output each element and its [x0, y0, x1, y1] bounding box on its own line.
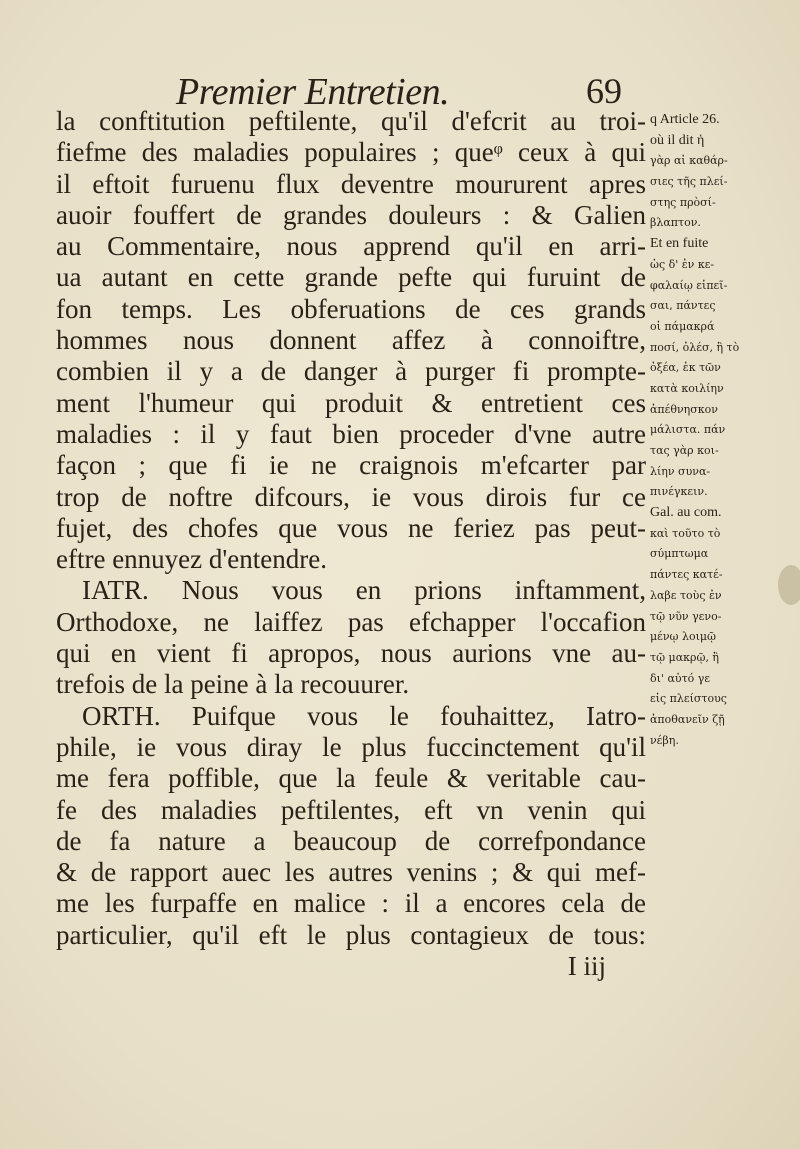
margin-note-line: τῷ μακρῷ, ἢ [650, 650, 720, 664]
text-line: fe des maladies peftilentes, eft vn venin qui [56, 794, 646, 825]
margin-note-line: στης πρὸσί- [650, 195, 716, 209]
margin-note-line: οἱ πάμακρά [650, 319, 715, 333]
margin-note-line: σιες τῆς πλεί- [650, 175, 728, 189]
margin-note-line: δι' αὐτό γε [650, 671, 711, 685]
ink-stain [778, 565, 800, 605]
margin-note-line: καὶ τοῦτο τὸ [650, 526, 721, 540]
text-line: auoir fouffert de grandes douleurs : & Galien [56, 199, 646, 230]
text-line: Orthodoxe, ne laiffez pas efchapper l'occafion [56, 606, 646, 637]
margin-note-line: νέβη. [650, 733, 679, 747]
margin-note-line: λίην συνα- [650, 464, 711, 478]
text-line: de fa nature a beaucoup de correfpondance [56, 825, 646, 856]
margin-note-line: μένῳ λοιμῷ [650, 630, 717, 644]
margin-note-line: Gal. au com. [650, 505, 722, 521]
margin-note-line: q Article 26. [650, 112, 720, 127]
text-line: trefois de la peine à la recouurer. [56, 669, 410, 700]
text-line: trop de noftre difcours, ie vous dirois fur ce [56, 481, 646, 512]
margin-note-line: ὀξέα, ἐκ τῶν [650, 361, 721, 375]
text-line: façon ; que fi ie ne craignois m'efcarter par [56, 450, 646, 481]
text-line: ment l'humeur qui produit & entretient ces [56, 387, 646, 418]
margin-note-line: ἀποθανεῖν ζῇ [650, 712, 725, 726]
text-line: fiefme des maladies populaires ; queᵠ ceux à qui [56, 137, 646, 168]
margin-note-line: εἰς πλείστους [650, 692, 727, 706]
margin-note-line: φαλαίῳ εἰπεῖ- [650, 278, 728, 292]
margin-notes [648, 110, 748, 751]
main-text-block [56, 106, 646, 982]
margin-note-line: πάντες κατέ- [650, 568, 723, 582]
text-line: fon temps. Les obferuations de ces grands [56, 293, 646, 324]
margin-note-line: γὰρ αἱ καθάρ- [650, 154, 728, 168]
running-title: Premier Entretien. [176, 71, 450, 113]
text-line: fujet, des chofes que vous ne feriez pas peut- [56, 512, 646, 543]
text-line: qui en vient fi apropos, nous aurions vne au- [56, 638, 646, 669]
margin-note-line: πινέγκειν. [650, 485, 708, 499]
text-line: maladies : il y faut bien proceder d'vne autre [56, 418, 646, 449]
margin-note-line: ἀπέθνησκον [650, 402, 718, 416]
text-line: il eftoit furuenu flux deventre moururent apres [56, 168, 646, 199]
text-line: phile, ie vous diray le plus fuccinctement qu'il [56, 731, 646, 762]
margin-note-line: où il dit ἡ [650, 132, 705, 148]
signature-mark: I iij [567, 951, 606, 982]
margin-note-line: μάλιστα. πάν [650, 423, 726, 437]
text-line: me les furpaffe en malice : il a encores cela de [56, 888, 646, 919]
margin-note-line: ποσί, ὀλέσ, ἢ τὸ [650, 340, 740, 354]
text-line: combien il y a de danger à purger fi prompte- [56, 356, 646, 387]
margin-note-line: σύμπτωμα [650, 547, 709, 561]
margin-note-line: σαι, πάντες [650, 299, 716, 313]
text-line: eftre ennuyez d'entendre. [56, 544, 327, 575]
margin-note-line: Et en fuite [650, 236, 709, 252]
text-line: IATR. Nous vous en prions inftamment, [82, 575, 646, 606]
page-number: 69 [586, 71, 622, 111]
margin-note-line: ὡς δ' ἐν κε- [650, 257, 715, 271]
text-line: au Commentaire, nous apprend qu'il en arri- [56, 231, 646, 262]
text-line: la conftitution peftilente, qu'il d'efcrit au troi- [56, 106, 646, 136]
text-line: hommes nous donnent affez à connoiftre, [56, 325, 646, 356]
text-line: ORTH. Puifque vous le fouhaittez, Iatro- [82, 700, 646, 731]
margin-note-line: τας γὰρ κοι- [650, 444, 719, 457]
margin-note-line: λαβε τοὺς ἐν [650, 588, 722, 602]
text-line: me fera poffible, que la feule & veritable cau- [56, 763, 646, 794]
margin-note-line: κατὰ κοιλίην [650, 381, 724, 395]
margin-note-line: βλαπτον. [650, 216, 701, 230]
text-line: & de rapport auec les autres venins ; & qui mef- [56, 857, 646, 888]
margin-note-line: τῷ νῦν γενο- [650, 609, 722, 623]
text-line: particulier, qu'il eft le plus contagieux de tous: [56, 919, 646, 950]
text-line: ua autant en cette grande pefte qui furuint de [56, 262, 646, 293]
